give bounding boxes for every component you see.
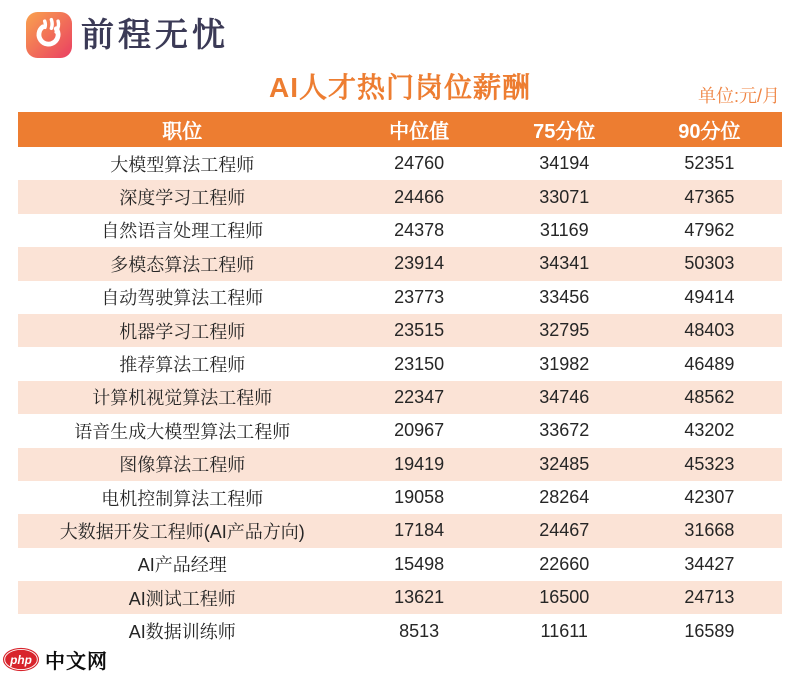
job-title-cell: 自动驾驶算法工程师 xyxy=(101,288,264,309)
salary-value-cell: 22660 xyxy=(539,553,590,574)
job-title-cell: AI数据训练师 xyxy=(128,622,236,643)
unit-label: 单位:元/月 xyxy=(697,86,780,106)
job-title-cell: 自然语言处理工程师 xyxy=(101,221,264,242)
job-title-cell: AI产品经理 xyxy=(137,555,227,576)
salary-value-cell: 47962 xyxy=(684,219,735,240)
salary-value-cell: 31169 xyxy=(539,219,589,240)
salary-value-cell: 20967 xyxy=(394,420,445,441)
header-row xyxy=(18,112,782,147)
table-row xyxy=(18,448,782,481)
salary-value-cell: 46489 xyxy=(684,353,735,374)
salary-value-cell: 31668 xyxy=(684,520,735,541)
salary-value-cell: 19058 xyxy=(394,487,445,508)
salary-value-cell: 8513 xyxy=(399,620,440,641)
salary-value-cell: 34746 xyxy=(539,386,590,407)
hand-smile-logo-icon xyxy=(26,12,72,58)
salary-value-cell: 22347 xyxy=(394,386,445,407)
salary-value-cell: 17184 xyxy=(394,520,445,541)
salary-value-cell: 34427 xyxy=(684,553,735,574)
salary-value-cell: 50303 xyxy=(684,253,735,274)
salary-value-cell: 52351 xyxy=(684,153,735,174)
job-title-cell: AI测试工程师 xyxy=(128,588,236,609)
column-header-0: 职位 xyxy=(18,112,347,147)
salary-value-cell: 34194 xyxy=(539,153,590,174)
salary-value-cell: 24466 xyxy=(394,186,445,207)
salary-value-cell: 32795 xyxy=(539,320,590,341)
column-header-2: 75分位 xyxy=(492,112,637,147)
salary-value-cell: 45323 xyxy=(684,453,735,474)
table-row xyxy=(18,381,782,414)
salary-value-cell: 24467 xyxy=(539,520,590,541)
table-row xyxy=(18,481,782,514)
table-row xyxy=(18,581,782,614)
salary-value-cell: 28264 xyxy=(539,487,590,508)
salary-value-cell: 19419 xyxy=(394,453,445,474)
salary-value-cell: 34341 xyxy=(539,253,590,274)
salary-value-cell: 13621 xyxy=(394,587,445,608)
salary-value-cell: 24713 xyxy=(684,587,735,608)
table-row xyxy=(18,548,782,581)
salary-value-cell: 33456 xyxy=(539,286,590,307)
job-title-cell: 计算机视觉算法工程师 xyxy=(92,388,273,409)
table-row xyxy=(18,347,782,380)
salary-value-cell: 11611 xyxy=(540,620,588,641)
job-title-cell: 电机控制算法工程师 xyxy=(101,488,264,509)
table-row xyxy=(18,147,782,180)
job-title-cell: 多模态算法工程师 xyxy=(110,254,255,275)
job-title-cell: 图像算法工程师 xyxy=(119,455,246,476)
salary-value-cell: 49414 xyxy=(684,286,735,307)
job-title-cell: 语音生成大模型算法工程师 xyxy=(74,421,291,442)
table-row xyxy=(18,247,782,280)
table-row xyxy=(18,180,782,213)
job-title-cell: 机器学习工程师 xyxy=(119,321,246,342)
brand-name: 前程无忧 xyxy=(81,16,229,53)
table-body xyxy=(18,147,782,648)
salary-value-cell: 48562 xyxy=(684,386,735,407)
php-logo-icon xyxy=(2,647,40,672)
table-row xyxy=(18,314,782,347)
salary-value-cell: 33071 xyxy=(539,186,590,207)
salary-table xyxy=(18,112,782,648)
column-header-3: 90分位 xyxy=(637,112,782,147)
salary-value-cell: 24760 xyxy=(394,153,445,174)
job-title-cell: 深度学习工程师 xyxy=(119,188,246,209)
brand-logo xyxy=(26,12,229,58)
table-row xyxy=(18,281,782,314)
site-watermark xyxy=(2,645,108,673)
salary-value-cell: 48403 xyxy=(684,320,735,341)
salary-value-cell: 31982 xyxy=(539,353,590,374)
salary-value-cell: 33672 xyxy=(539,420,590,441)
salary-value-cell: 23515 xyxy=(394,320,445,341)
table-row xyxy=(18,514,782,547)
table-row xyxy=(18,214,782,247)
salary-value-cell: 32485 xyxy=(539,453,590,474)
salary-value-cell: 47365 xyxy=(684,186,735,207)
php-badge-text: php xyxy=(10,652,32,667)
site-name: 中文网 xyxy=(45,651,108,673)
salary-value-cell: 15498 xyxy=(394,553,445,574)
table-row xyxy=(18,414,782,447)
job-title-cell: 推荐算法工程师 xyxy=(119,355,246,376)
salary-value-cell: 23773 xyxy=(394,286,445,307)
job-title-cell: 大数据开发工程师(AI产品方向) xyxy=(59,521,305,542)
salary-value-cell: 16500 xyxy=(539,587,590,608)
job-title-cell: 大模型算法工程师 xyxy=(110,154,255,175)
table-header xyxy=(18,112,782,147)
salary-value-cell: 42307 xyxy=(684,487,735,508)
page-title: AI人才热门岗位薪酬 xyxy=(268,72,531,103)
salary-value-cell: 23150 xyxy=(394,353,445,374)
salary-value-cell: 24378 xyxy=(394,219,445,240)
column-header-1: 中位值 xyxy=(347,112,492,147)
salary-value-cell: 23914 xyxy=(394,253,445,274)
table-row xyxy=(18,614,782,647)
salary-value-cell: 16589 xyxy=(684,620,735,641)
salary-value-cell: 43202 xyxy=(684,420,735,441)
